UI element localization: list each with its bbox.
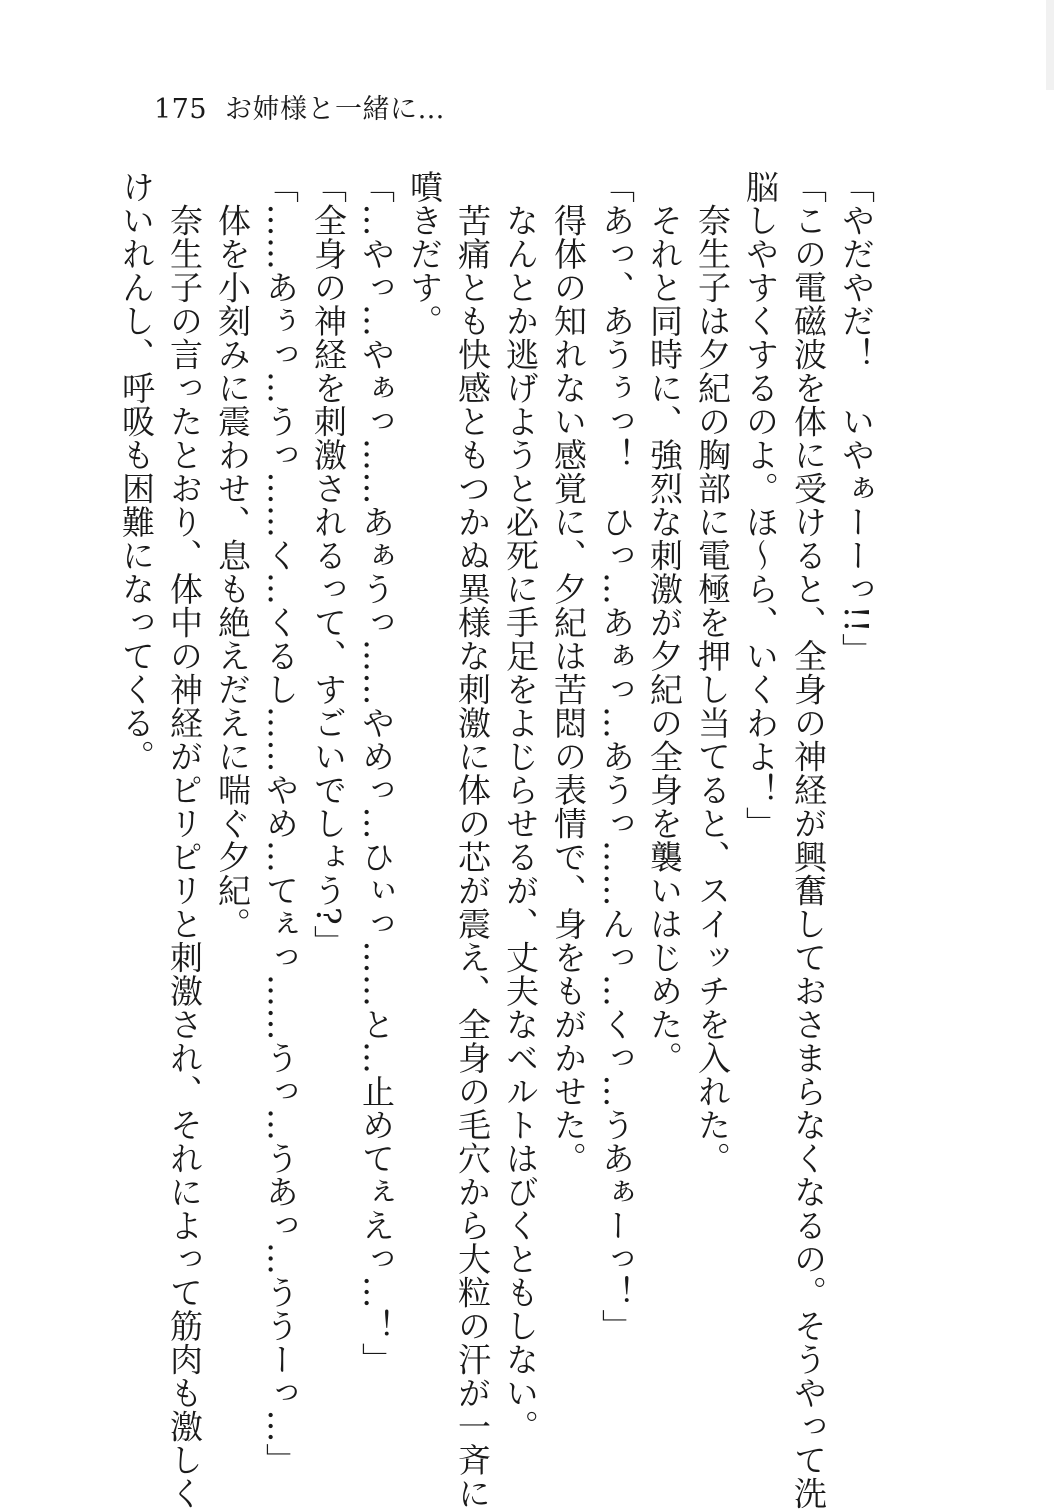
text-line: 「全身の神経を刺激されるって、すごいでしょう?」 xyxy=(309,170,348,959)
text-line: けいれんし、呼吸も困難になってくる。 xyxy=(117,170,156,773)
text-line: 「……あぅっ…うっ……く…くるし……やめ…てぇっ……うっ…うあっ…ううーっ…」 xyxy=(261,170,300,1477)
text-line: 苦痛とも快感ともつかぬ異様な刺激に体の芯が震え、全身の毛穴から大粒の汗が一斉に xyxy=(453,170,492,1510)
text-line: 「…やっ…やぁっ……あぁうっ……やめっ…ひぃっ……と…止めてぇえっ…！」 xyxy=(357,170,396,1376)
text-line: それと同時に、強烈な刺激が夕紀の全身を襲いはじめた。 xyxy=(645,170,684,1075)
page-edge-shadow xyxy=(1046,0,1054,90)
text-line: 得体の知れない感覚に、夕紀は苦悶の表情で、身をもがかせた。 xyxy=(549,170,588,1175)
running-header xyxy=(154,95,445,125)
text-line: 体を小刻みに震わせ、息も絶えだえに喘ぐ夕紀。 xyxy=(213,170,252,941)
page-number: 175 xyxy=(154,94,208,125)
text-line: なんとか逃げようと必死に手足をよじらせるが、丈夫なベルトはびくともしない。 xyxy=(501,170,540,1443)
chapter-title: お姉様と一緒に… xyxy=(225,94,446,125)
text-line: 「あっ、あうぅっ！ ひっ…あぁっ…あうっ……んっ…くっ…うあぁーっ！」 xyxy=(597,170,636,1343)
text-line: 奈生子は夕紀の胸部に電極を押し当てると、スイッチを入れた。 xyxy=(693,170,732,1175)
text-line: 脳しやすくするのよ。ほ～ら、いくわよ！」 xyxy=(741,170,780,840)
text-line: 奈生子の言ったとおり、体中の神経がピリピリと刺激され、それによって筋肉も激しく xyxy=(165,170,204,1510)
vertical-body-text xyxy=(117,170,880,1510)
text-line: 「やだやだ！ いやぁーーっ!!」 xyxy=(837,170,876,667)
text-line: 噴きだす。 xyxy=(405,170,444,338)
text-line: 「この電磁波を体に受けると、全身の神経が興奮しておさまらなくなるの。そうやって洗 xyxy=(789,170,828,1510)
